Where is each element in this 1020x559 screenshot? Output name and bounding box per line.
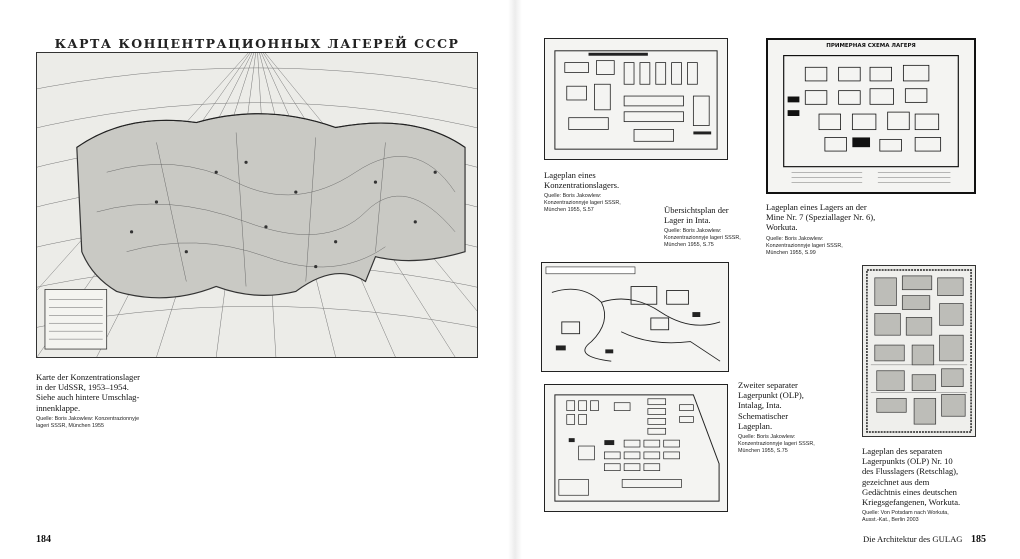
plan2-inta-overview-image: [541, 262, 729, 372]
source-line: Quelle: Boris Jakowlew:: [664, 228, 722, 235]
soviet-camp-map-figure: [36, 36, 478, 358]
plan1-camp-layout-image: [544, 38, 728, 160]
right-page-footer: [863, 534, 986, 545]
plan1-source: [544, 193, 664, 214]
source-line: Quelle: Boris Jakowlew: Konzentrazionnyje: [36, 415, 140, 422]
source-line: München 1955, S.57: [544, 207, 594, 214]
plan1-caption: [544, 170, 664, 214]
source-line: Quelle: Boris Jakowlew:: [738, 434, 796, 441]
caption-line: Intalag, Inta.: [738, 400, 782, 411]
caption-line: Mine Nr. 7 (Speziallager Nr. 6),: [766, 212, 876, 223]
plan5-workuta-sketch-image: [862, 265, 976, 437]
left-page-number: 184: [36, 534, 51, 545]
source-line: Konzentrazionnyje lageri SSSR,: [544, 200, 621, 207]
caption-line: Lagerpunkt (OLP),: [738, 390, 804, 401]
caption-line: Lageplan eines: [544, 170, 596, 180]
source-line: München 1955, S.75: [664, 242, 714, 249]
plan3-title: ПРИМЕРНАЯ СХЕМА ЛАГЕРЯ: [826, 43, 916, 49]
source-line: Quelle: Boris Jakowlew:: [544, 193, 602, 200]
caption-line: in der UdSSR, 1953–1954.: [36, 382, 129, 393]
caption-line: Lager in Inta.: [664, 215, 711, 226]
map-source: [36, 416, 161, 430]
plan3-mine-camp-image: [766, 38, 976, 194]
plan2-caption: [664, 205, 760, 249]
book-gutter: [508, 0, 522, 559]
plan4-caption: [738, 380, 838, 455]
caption-line: Lagerpunkts (OLP) Nr. 10: [862, 456, 953, 467]
plan3-caption: [766, 202, 896, 257]
source-line: Konzentrazionnyje lageri SSSR,: [766, 242, 843, 249]
caption-line: Siehe auch hintere Umschlag-: [36, 392, 140, 403]
plan4-source: [738, 434, 838, 455]
source-line: München 1955, S.75: [738, 448, 788, 455]
source-line: Ausst.-Kat., Berlin 2003: [862, 517, 919, 524]
caption-line: Lageplan eines Lagers an der: [766, 202, 867, 212]
caption-line: Lageplan des separaten: [862, 446, 943, 456]
caption-line: des Flusslagers (Retschlag),: [862, 466, 959, 477]
caption-line: Kriegsgefangenen, Workuta.: [862, 497, 961, 508]
plan2-source: [664, 228, 760, 249]
right-page-number: 185: [971, 534, 986, 545]
source-line: Konzentrazionnyje lageri SSSR,: [664, 235, 741, 242]
plan3-source: [766, 236, 896, 257]
caption-line: Lageplan.: [738, 420, 773, 431]
soviet-camp-map-image: [36, 52, 478, 358]
caption-line: gezeichnet aus dem: [862, 476, 930, 487]
caption-line: innenklappe.: [36, 402, 81, 413]
caption-line: Schematischer: [738, 410, 789, 421]
map-caption: [36, 372, 161, 430]
caption-line: Gedächtnis eines deutschen: [862, 486, 957, 497]
source-line: München 1955, S.99: [766, 249, 816, 256]
caption-line: Übersichtsplan der: [664, 205, 729, 215]
plan5-source: [862, 510, 980, 524]
caption-line: Karte der Konzentrationslager: [36, 372, 141, 382]
running-head: Die Architektur des GULAG: [862, 534, 963, 544]
caption-line: Konzentrationslagers.: [544, 180, 620, 191]
source-line: lageri SSSR, München 1955: [36, 422, 105, 429]
caption-line: Zweiter separater: [738, 380, 798, 390]
plan5-caption: [862, 446, 980, 524]
source-line: Quelle: Von Potsdam nach Workuta,: [862, 510, 949, 517]
source-line: Konzentrazionnyje lageri SSSR,: [738, 441, 815, 448]
plan4-olp-intalag-image: [544, 384, 728, 512]
source-line: Quelle: Boris Jakowlew:: [766, 235, 824, 242]
caption-line: Workuta.: [766, 222, 798, 233]
map-title: КАРТА КОНЦЕНТРАЦИОННЫХ ЛАГЕРЕЙ СССР: [54, 36, 460, 51]
